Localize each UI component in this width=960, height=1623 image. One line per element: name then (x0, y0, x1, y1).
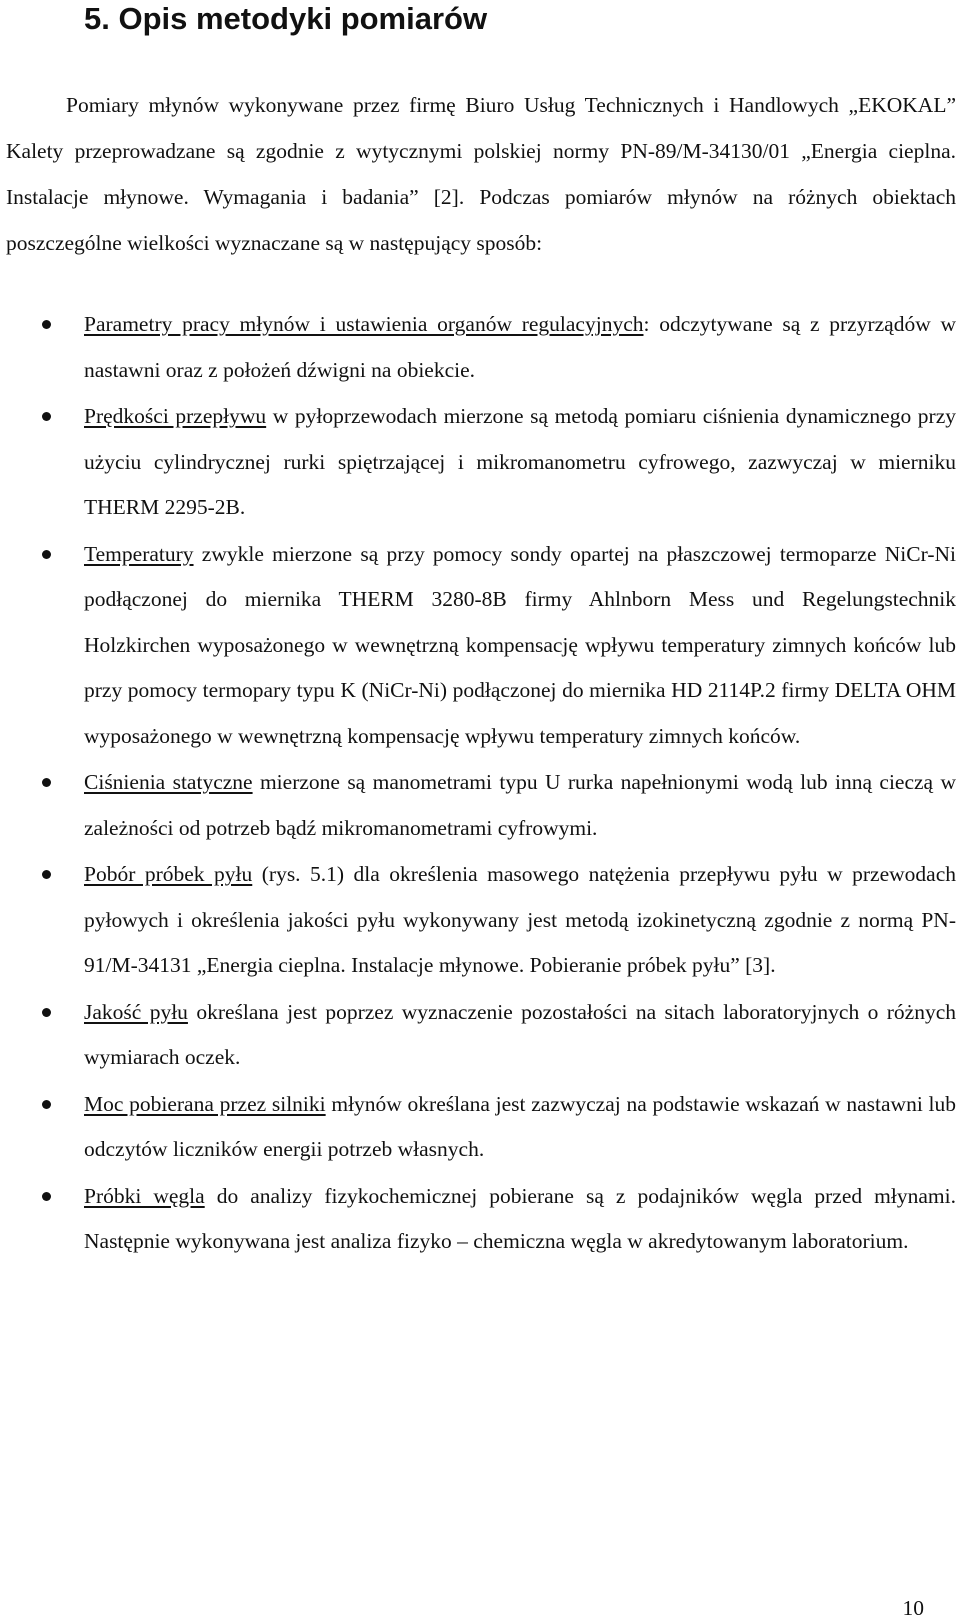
list-item-mill-parameters (0, 302, 956, 393)
list-item-text: do analizy fizykochemicznej pobierane są z podajników węgla przed młynami. Następnie wykonywana jest analiza fizyko – chemiczna węgla w akredytowanym laboratorium. (84, 1183, 956, 1253)
intro-paragraph: Pomiary młynów wykonywane przez firmę Biuro Usług Technicznych i Handlowych „EKOKAL” Kalety przeprowadzane są zgodnie z wytycznymi polskiej normy PN-89/M-34130/01 „Energia cieplna. Instalacje młynowe. Wymagania i badania” [2]. Podczas pomiarów młynów na różnych obiektach poszczególne wielkości wyznaczane są w następujący sposób: (6, 93, 956, 255)
bullet-icon (42, 1192, 51, 1201)
list-item-term: Ciśnienia statyczne (84, 770, 253, 794)
bullet-icon (42, 1008, 51, 1017)
list-item-text: (rys. 5.1) dla określenia masowego natężenia przepływu pyłu w przewodach pyłowych i określenia jakości pyłu wykonywany jest metodą izokinetyczną zgodnie z normą PN-91/M-34131 „Energia cieplna. Instalacje młynowe. Pobieranie próbek pyłu” [3]. (84, 862, 956, 977)
section-heading: 5. Opis metodyki pomiarów (84, 1, 488, 36)
list-item-flow-velocity (0, 394, 956, 531)
page-number: 10 (902, 1596, 924, 1620)
list-item-temperature (0, 532, 956, 760)
list-item-dust-quality (0, 990, 956, 1081)
bullet-icon (42, 778, 51, 787)
list-item-dust-sampling (0, 852, 956, 989)
list-item-term: Moc pobierana przez silniki (84, 1091, 326, 1116)
list-item-text: mierzone są manometrami typu U rurka napełnionymi wodą lub inną cieczą w zależności od potrzeb bądź mikromanometrami cyfrowymi. (84, 770, 956, 840)
list-item-term: Prędkości przepływu (84, 404, 267, 428)
list-item-term: Temperatury (84, 541, 194, 566)
list-item-coal-samples (0, 1174, 956, 1265)
list-item-text: w pyłoprzewodach mierzone są metodą pomiaru ciśnienia dynamicznego przy użyciu cylindrycznej rurki spiętrzającej i mikromanometru cyfrowego, zazwyczaj w mierniku THERM 2295-2B. (84, 404, 957, 519)
list-item-term: Jakość pyłu (84, 999, 188, 1024)
list-item-text: młynów określana jest zazwyczaj na podstawie wskazań w nastawni lub odczytów liczników energii potrzeb własnych. (84, 1091, 956, 1161)
list-item-text: określana jest poprzez wyznaczenie pozostałości na sitach laboratoryjnych o różnych wymiarach oczek. (84, 999, 956, 1069)
bullet-icon (42, 1100, 51, 1109)
bullet-icon (42, 550, 51, 559)
list-item-text: zwykle mierzone są przy pomocy sondy opartej na płaszczowej termoparze NiCr-Ni podłączonej do miernika THERM 3280-8B firmy Ahlnborn Mess und Regelungstechnik Holzkirchen wyposażonego w wewnętrzną kompensację wpływu temperatury zimnych końców lub przy pomocy termopary typu K (NiCr-Ni) podłączonej do miernika HD 2114P.2 firmy DELTA OHM wyposażonego w wewnętrzną kompensację wpływu temperatury zimnych końców. (84, 541, 956, 748)
list-item-static-pressure (0, 760, 956, 851)
bullet-icon (42, 320, 51, 329)
list-item-motor-power (0, 1082, 956, 1173)
list-item-term: Pobór próbek pyłu (84, 862, 253, 886)
bullet-icon (42, 412, 51, 421)
list-item-text: : odczytywane są z przyrządów w nastawni oraz z położeń dźwigni na obiekcie. (84, 312, 956, 382)
bullet-icon (42, 870, 51, 879)
measurement-method-list (0, 302, 960, 1266)
list-item-term: Parametry pracy młynów i ustawienia organów regulacyjnych (84, 312, 644, 336)
list-item-term: Próbki węgla (84, 1183, 205, 1208)
